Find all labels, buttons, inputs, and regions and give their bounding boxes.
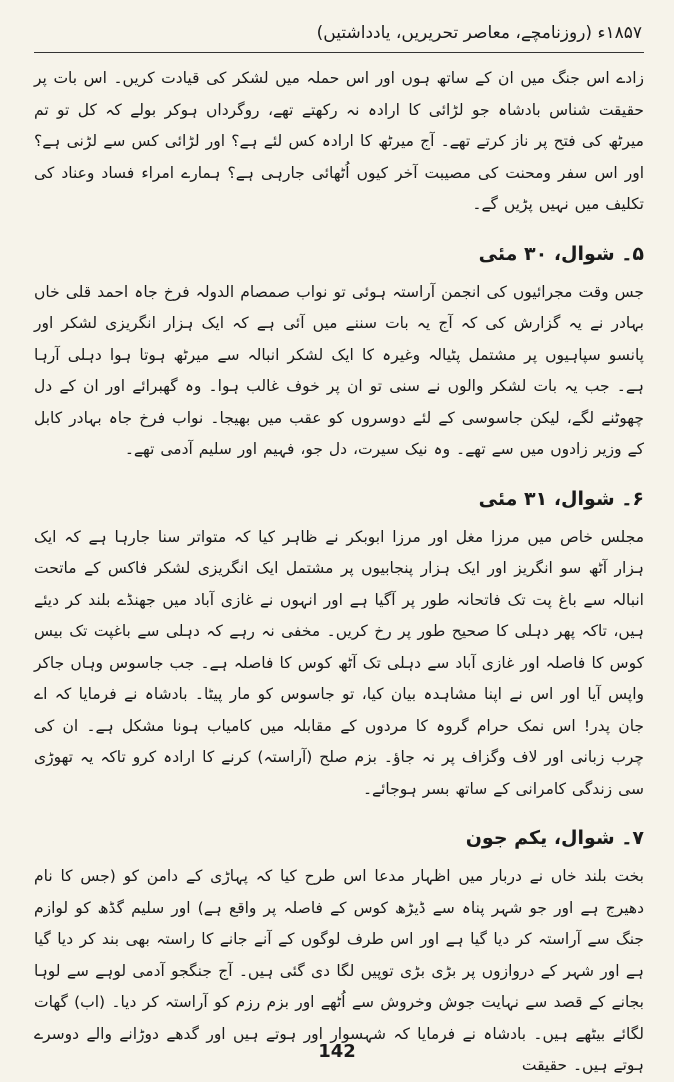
- intro-paragraph: زادے اس جنگ میں ان کے ساتھ ہوں اور اس حملہ میں لشکر کی قیادت کریں۔ اس بات پر حقیقت شناس بادشاہ جو لڑائی کا ارادہ نہ رکھتے تھے، روگرداں ہوکر بولے کہ کل تو تم میرٹھ کی فتح پر ناز کرتے تھے۔ آج میرٹھ کا ارادہ کس لئے ہے؟ اور لڑائی کس سے لڑنی ہے؟ اور اس سفر ومحنت کی مصیبت آخر کیوں اُٹھائی جارہی ہے؟ ہمارے امراء فساد وعناد کی تکلیف میں نہیں پڑیں گے۔: [34, 69, 644, 213]
- running-header: ۱۸۵۷ء (روزنامچے، معاصر تحریریں، یادداشتیں): [316, 23, 642, 43]
- section-paragraph-shawwal-7: بخت بلند خاں نے دربار میں اظہار مدعا اس طرح کیا کہ پہاڑی کے دامن کو (جس کا نام دھیرج ہے اور جو شہر پناہ سے ڈیڑھ کوس کے فاصلہ پر واقع ہے) اور سلیم گڈھ کو لوازم جنگ سے آراستہ کر دیا گیا ہے اور اس طرف لوگوں کے آنے جانے کا راستہ بھی بند کر دیا گیا ہے اور شہر کے دروازوں پر بڑی بڑی توپیں لگا دی گئی ہیں۔ آج جنگجو آدمی لوہے سے لوہا بجانے کے قصد سے نہایت جوش وخروش سے اُٹھے اور بزم رزم کو آراستہ کر دیا۔ (اب) گھات لگائے بیٹھے ہیں۔ بادشاہ نے فرمایا کہ شہسوار اور ہوتے ہیں اور گدھے دوڑانے والے دوسرے ہوتے ہیں۔ حقیقت: [34, 867, 644, 1074]
- section-paragraph-shawwal-6: مجلس خاص میں مرزا مغل اور مرزا ابوبکر نے ظاہر کیا کہ متواتر سنا جارہا ہے کہ ایک ہزار آٹھ سو انگریز اور ایک ہزار پنجابیوں پر مشتمل ایک انگریزی لشکر فاکس کے ماتحت انبالہ سے باغ پت تک فاتحانہ طور پر آگیا ہے اور انہوں نے غازی آباد میں جھنڈے بلند کر دیئے ہیں، تاکہ پھر دہلی کا صحیح طور پر رخ کریں۔ مخفی نہ رہے کہ دہلی سے باغپت تک بیس کوس کا فاصلہ اور غازی آباد سے دہلی تک آٹھ کوس کا فاصلہ ہے۔ جب جاسوس وہاں جاکر واپس آیا اور اس نے اپنا مشاہدہ بیان کیا، تو جاسوس کو مار پیٹا۔ بادشاہ نے فرمایا کہ اے جان پدر! اس نمک حرام گروہ کا مردوں کے مقابلہ میں کامیاب ہونا مشکل ہے۔ ان کی چرب زبانی اور لاف وگزاف پر نہ جاؤ۔ بزم صلح (آراستہ) کرنے کا ارادہ کرو تاکہ یہ تھوڑی سی زندگی کامرانی کے ساتھ بسر ہوجائے۔: [34, 527, 644, 798]
- section-heading-shawwal-5: ۵۔ شوال، ۳۰ مئی: [478, 242, 644, 265]
- header-divider: [34, 52, 644, 53]
- page-number: 142: [318, 1041, 356, 1062]
- section-heading-shawwal-6: ۶۔ شوال، ۳۱ مئی: [478, 487, 644, 510]
- section-paragraph-shawwal-5: جس وقت مجرائیوں کی انجمن آراستہ ہوئی تو نواب صمصام الدولہ فرخ جاہ احمد قلی خاں بہادر نے یہ گزارش کی کہ آج یہ بات سننے میں آئی ہے کہ ایک ہزار انگریزی لشکر اور پانسو سپاہیوں پر مشتمل پٹیالہ وغیرہ کا ایک لشکر انبالہ سے میرٹھ ہوتا ہوا دہلی آرہا ہے۔ جب یہ بات لشکر والوں نے سنی تو ان پر خوف غالب ہوا۔ وہ گھبرائے اور ان کے دل چھوٹنے لگے، لیکن جاسوسی کے لئے دوسروں کو عقب میں بھیجا۔ نواب فرخ جاہ بہادر کابل کے وزیر زادوں میں سے تھے۔ وہ نیک سیرت، دل جو، فہیم اور سلیم آدمی تھے۔: [34, 282, 644, 458]
- section-heading-shawwal-7: ۷۔ شوال، یکم جون: [465, 827, 644, 849]
